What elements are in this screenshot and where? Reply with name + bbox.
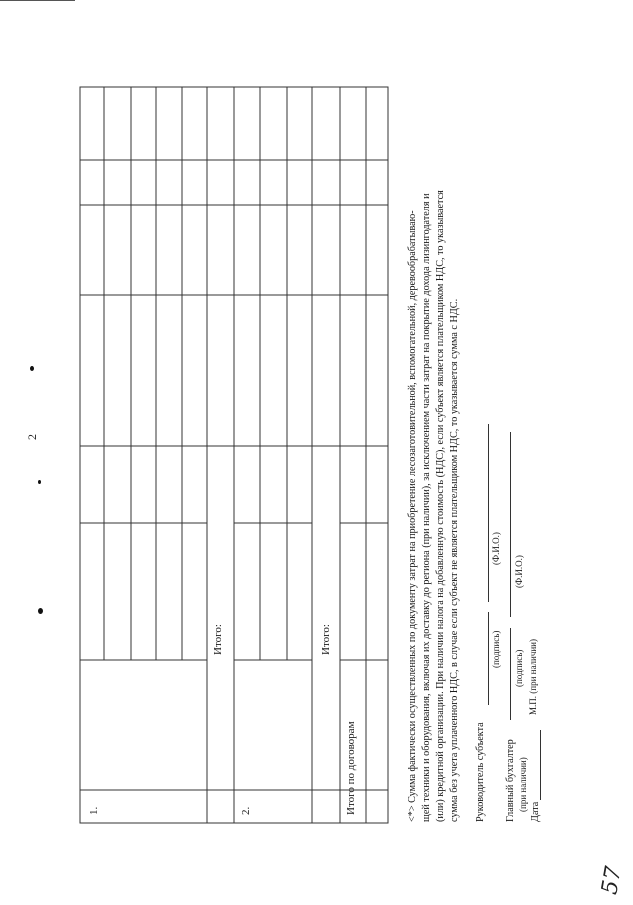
subtotal-label-1: Итого: bbox=[212, 624, 224, 655]
date-label: Дата bbox=[530, 801, 541, 822]
scan-speck bbox=[30, 366, 34, 371]
head-signature-line bbox=[488, 612, 489, 705]
footnote-line-2: щей техники и оборудования, включая их доставку до региона (при наличии), за исключением части затрат на покрытие дохода лизингодателя и bbox=[421, 193, 432, 822]
footnote-line-1: <*> Сумма фактически осуществленных по документу затрат на приобретение лесозаготовительной, вспомогательной, деревообрабатываю- bbox=[407, 210, 418, 822]
scan-speck bbox=[38, 480, 41, 484]
page-number: 2 bbox=[25, 434, 39, 440]
head-name-caption: (Ф.И.О.) bbox=[491, 532, 501, 565]
accountant-name-line bbox=[510, 432, 511, 617]
row-label-2: 2. bbox=[240, 806, 252, 815]
head-signature-caption: (подпись) bbox=[491, 630, 501, 668]
sheet-number: 57 bbox=[597, 864, 627, 897]
scan-speck bbox=[38, 608, 43, 614]
row-label-1: 1. bbox=[88, 806, 100, 815]
footnote-line-4: сумма без учета уплаченного НДС, в случае если субъект не является плательщиком НДС, то указывается сумма с НДС. bbox=[449, 298, 460, 822]
accountant-signature-caption: (подпись) bbox=[514, 649, 524, 687]
accountant-signature-line bbox=[510, 628, 511, 720]
subtotal-label-2: Итого: bbox=[320, 624, 332, 655]
accountant-label: Главный бухгалтер bbox=[505, 739, 516, 822]
accountant-name-caption: (Ф.И.О.) bbox=[514, 555, 524, 588]
footnote-line-3: (или) кредитной организации. При наличии налога на добавленную стоимость (НДС), если субъект является плательщиком НДС, то указывается bbox=[435, 190, 446, 822]
head-label: Руководитель субъекта bbox=[475, 722, 486, 822]
date-line bbox=[540, 730, 541, 800]
stamp-note: М.П. (при наличии) bbox=[528, 639, 538, 715]
head-name-line bbox=[488, 424, 489, 602]
total-label: Итого по договорам bbox=[345, 721, 357, 815]
accountant-note: (при наличии) bbox=[518, 757, 528, 812]
